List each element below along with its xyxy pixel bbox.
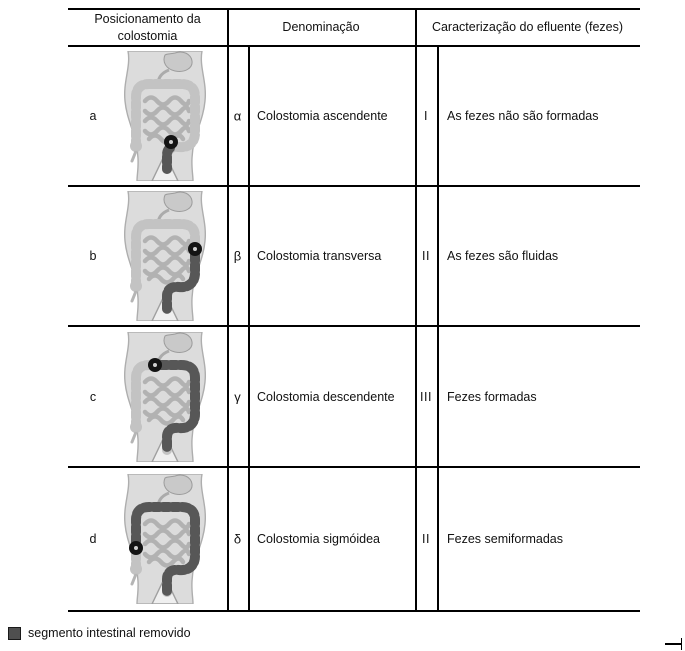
colostomy-table — [68, 8, 640, 612]
row-letter: c — [89, 389, 97, 404]
greek-label: α — [233, 108, 242, 124]
greek-label: γ — [234, 389, 241, 404]
anatomy-figure-b — [107, 191, 223, 321]
anatomy-figure-d — [107, 474, 223, 604]
anatomy-figure-c — [107, 332, 223, 462]
denomination-text: Colostomia transversa — [257, 249, 382, 263]
row-letter: d — [89, 532, 97, 546]
roman-numeral: II — [422, 249, 430, 263]
anatomy-figure-a — [107, 51, 223, 181]
greek-label: β — [233, 248, 242, 264]
legend — [8, 626, 191, 640]
characterization-text: As fezes não são formadas — [447, 109, 599, 123]
characterization-text: As fezes são fluidas — [447, 249, 559, 263]
table-row — [68, 187, 640, 325]
legend-label: segmento intestinal removido — [28, 626, 191, 640]
end-of-cell-mark — [681, 638, 683, 650]
header-characterization: Caracterização do efluente (fezes) — [431, 20, 624, 35]
end-of-cell-mark — [665, 643, 682, 645]
removed-segment-swatch — [8, 627, 21, 640]
row-letter: b — [89, 249, 97, 263]
header-positioning: Posicionamento da colostomia — [94, 12, 201, 43]
table-row — [68, 327, 640, 466]
denomination-text: Colostomia sigmóidea — [257, 532, 380, 546]
header-denomination: Denominação — [282, 20, 360, 35]
denomination-text: Colostomia ascendente — [257, 109, 388, 123]
characterization-text: Fezes formadas — [447, 389, 537, 404]
row-letter: a — [89, 109, 97, 123]
roman-numeral: I — [424, 109, 428, 123]
greek-label: δ — [233, 531, 242, 547]
roman-numeral: III — [420, 389, 432, 404]
table-row — [68, 47, 640, 185]
table-hline-bottom — [68, 610, 640, 612]
characterization-text: Fezes semiformadas — [447, 532, 564, 546]
roman-numeral: II — [422, 532, 430, 546]
table-row — [68, 468, 640, 610]
denomination-text: Colostomia descendente — [257, 389, 395, 404]
